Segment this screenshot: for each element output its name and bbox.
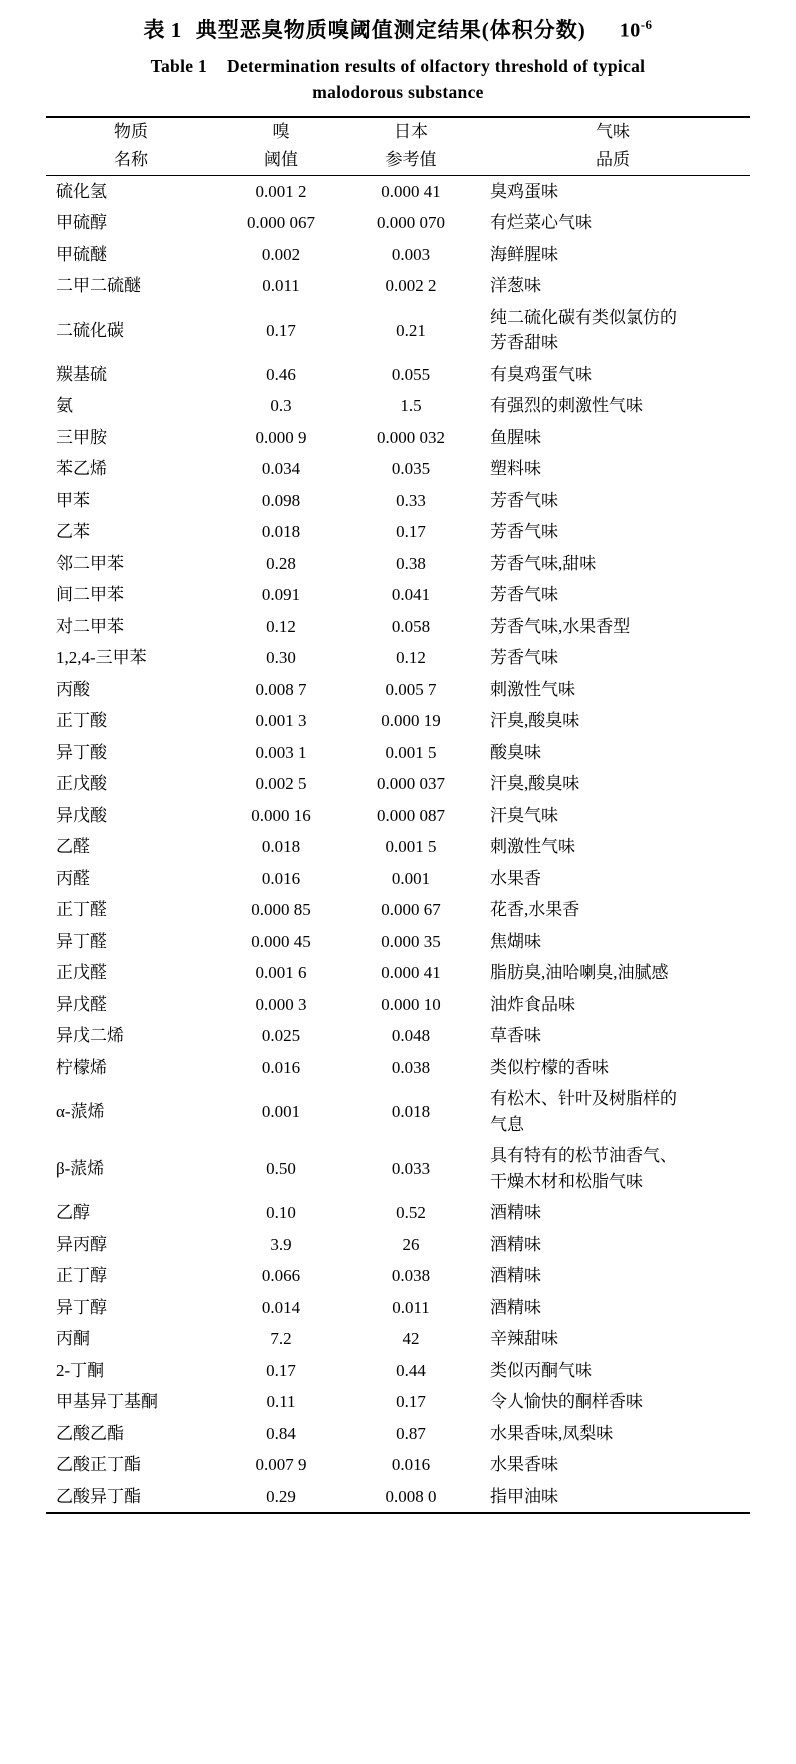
table-row [46,768,750,800]
cell-substance-name: β-蒎烯 [56,1159,105,1179]
cell-olfactory-threshold: 0.091 [261,585,301,605]
cell-substance-name: 异丁醇 [56,1297,107,1317]
cell-olfactory-threshold: 0.098 [261,490,301,510]
cell-odor-quality [476,1481,750,1514]
cell-substance-name: 氨 [56,396,73,416]
table-row [46,611,750,643]
odor-quality-line: 草香味 [490,1026,541,1046]
table-row [46,705,750,737]
cell-olfactory-threshold: 0.11 [266,1392,296,1412]
cell-substance-name: 2-丁酮 [56,1360,105,1380]
cell-olfactory-threshold: 0.016 [261,1057,301,1077]
cell-odor-quality [476,926,750,958]
unit-exponent: -6 [640,17,653,33]
odor-quality-line: 汗臭气味 [490,805,558,825]
table-row [46,1418,750,1450]
table-row [46,863,750,895]
cell-odor-quality [476,579,750,611]
odor-quality-line: 令人愉快的酮样香味 [490,1392,643,1412]
cell-substance-name: 丙酮 [56,1329,90,1349]
table-row [46,642,750,674]
table-row [46,1260,750,1292]
table-row [46,1449,750,1481]
table-row [46,1386,750,1418]
cell-odor-quality [476,1260,750,1292]
cell-japan-reference: 0.001 5 [385,742,437,762]
cell-olfactory-threshold: 0.17 [266,320,296,340]
cell-odor-quality [476,1229,750,1261]
cell-substance-name: 乙酸乙酯 [56,1423,124,1443]
cell-odor-quality [476,957,750,989]
header-substance-line2: 名称 [114,150,148,170]
cell-olfactory-threshold: 0.000 9 [255,427,307,447]
table-row [46,989,750,1021]
cell-odor-quality [476,1449,750,1481]
cell-odor-quality [476,894,750,926]
cell-japan-reference: 42 [402,1329,420,1349]
table-header [46,117,750,176]
cell-olfactory-threshold: 0.000 3 [255,994,307,1014]
odor-quality-line: 焦煳味 [490,931,541,951]
cell-odor-quality [476,516,750,548]
header-japan-line2: 参考值 [385,150,437,170]
cell-olfactory-threshold: 0.002 5 [255,774,307,794]
cell-odor-quality [476,800,750,832]
cell-japan-reference: 0.058 [391,616,431,636]
odor-quality-line: 气息 [490,1114,524,1134]
table-title-en-line2: malodorous substance [312,82,484,103]
cell-odor-quality [476,207,750,239]
table-row [46,302,750,359]
cell-odor-quality [476,863,750,895]
cell-odor-quality [476,175,750,207]
cell-olfactory-threshold: 0.29 [266,1486,296,1506]
cell-odor-quality [476,1323,750,1355]
cell-japan-reference: 0.008 0 [385,1486,437,1506]
cell-substance-name: 异戊醛 [56,994,107,1014]
cell-japan-reference: 0.003 [391,244,431,264]
cell-substance-name: 正丁醛 [56,900,107,920]
cell-olfactory-threshold: 0.001 6 [255,963,307,983]
odor-quality-line: 脂肪臭,油哈喇臭,油腻感 [490,963,669,983]
cell-substance-name: 异丁醛 [56,931,107,951]
cell-olfactory-threshold: 0.001 [261,1102,301,1122]
cell-odor-quality [476,1355,750,1387]
cell-odor-quality [476,1052,750,1084]
odor-quality-line: 芳香气味 [490,648,558,668]
cell-japan-reference: 0.002 2 [385,276,437,296]
cell-substance-name: 甲硫醚 [56,244,107,264]
cell-odor-quality [476,1292,750,1324]
cell-olfactory-threshold: 0.002 [261,244,301,264]
cell-japan-reference: 0.21 [396,320,426,340]
odor-quality-line: 洋葱味 [490,276,541,296]
cell-substance-name: 异丁酸 [56,742,107,762]
cell-olfactory-threshold: 0.84 [266,1423,296,1443]
cell-substance-name: 异戊酸 [56,805,107,825]
cell-japan-reference: 0.016 [391,1455,431,1475]
table-row [46,453,750,485]
cell-olfactory-threshold: 0.001 3 [255,711,307,731]
table-container [46,116,750,1515]
cell-substance-name: 乙酸异丁酯 [56,1486,141,1506]
cell-japan-reference: 0.038 [391,1057,431,1077]
table-row [46,270,750,302]
odor-quality-line: 类似柠檬的香味 [490,1057,609,1077]
cell-japan-reference: 0.17 [396,522,426,542]
cell-odor-quality [476,674,750,706]
cell-substance-name: 1,2,4-三甲苯 [56,648,147,668]
cell-olfactory-threshold: 0.17 [266,1360,296,1380]
cell-olfactory-threshold: 0.30 [266,648,296,668]
cell-substance-name: 乙酸正丁酯 [56,1455,141,1475]
cell-olfactory-threshold: 0.000 45 [251,931,311,951]
cell-odor-quality [476,302,750,359]
cell-substance-name: 硫化氢 [56,181,107,201]
cell-olfactory-threshold: 0.018 [261,522,301,542]
cell-japan-reference: 0.000 10 [381,994,441,1014]
table-row [46,1052,750,1084]
odor-quality-line: 水果香味,凤梨味 [490,1423,614,1443]
table-row [46,1481,750,1514]
table-row [46,1292,750,1324]
odor-quality-line: 有松木、针叶及树脂样的 [490,1089,677,1109]
cell-olfactory-threshold: 0.001 2 [255,181,307,201]
cell-substance-name: 乙醇 [56,1203,90,1223]
cell-odor-quality [476,485,750,517]
odor-quality-line: 酸臭味 [490,742,541,762]
odor-quality-line: 辛辣甜味 [490,1329,558,1349]
cell-odor-quality [476,359,750,391]
table-row [46,1197,750,1229]
cell-olfactory-threshold: 0.50 [266,1159,296,1179]
odor-quality-line: 芳香气味,水果香型 [490,616,631,636]
cell-odor-quality [476,1197,750,1229]
table-row [46,422,750,454]
cell-olfactory-threshold: 0.3 [270,396,292,416]
cell-olfactory-threshold: 0.008 7 [255,679,307,699]
cell-substance-name: 柠檬烯 [56,1057,107,1077]
cell-japan-reference: 0.87 [396,1423,426,1443]
cell-odor-quality [476,737,750,769]
table-row [46,1323,750,1355]
table-row [46,957,750,989]
odor-quality-line: 鱼腥味 [490,427,541,447]
odor-quality-line: 汗臭,酸臭味 [490,711,580,731]
cell-substance-name: 异戊二烯 [56,1026,124,1046]
table-label-en: Table 1 [150,56,208,76]
odor-quality-line: 酒精味 [490,1297,541,1317]
cell-odor-quality [476,548,750,580]
cell-odor-quality [476,1020,750,1052]
cell-japan-reference: 0.048 [391,1026,431,1046]
cell-japan-reference: 0.038 [391,1266,431,1286]
cell-substance-name: 苯乙烯 [56,459,107,479]
cell-japan-reference: 0.018 [391,1102,431,1122]
odor-quality-line: 汗臭,酸臭味 [490,774,580,794]
header-threshold-line2: 阈值 [264,150,298,170]
table-row [46,1229,750,1261]
table-row [46,579,750,611]
cell-olfactory-threshold: 0.034 [261,459,301,479]
cell-japan-reference: 0.38 [396,553,426,573]
cell-odor-quality [476,270,750,302]
header-quality-line1: 气味 [596,121,630,141]
cell-odor-quality [476,1386,750,1418]
cell-olfactory-threshold: 7.2 [270,1329,292,1349]
cell-olfactory-threshold: 0.000 16 [251,805,311,825]
cell-substance-name: 甲基异丁基酮 [56,1392,158,1412]
cell-japan-reference: 0.000 41 [381,181,441,201]
cell-odor-quality [476,239,750,271]
table-row [46,1083,750,1140]
cell-olfactory-threshold: 0.016 [261,868,301,888]
cell-substance-name: 丙醛 [56,868,90,888]
cell-substance-name: α-蒎烯 [56,1102,105,1122]
unit-base: 10 [619,20,641,42]
cell-olfactory-threshold: 0.46 [266,364,296,384]
cell-japan-reference: 0.33 [396,490,426,510]
cell-olfactory-threshold: 0.007 9 [255,1455,307,1475]
header-substance-line1: 物质 [114,121,148,141]
odor-quality-line: 臭鸡蛋味 [490,181,558,201]
table-row [46,894,750,926]
cell-japan-reference: 0.000 032 [377,427,445,447]
cell-olfactory-threshold: 0.011 [262,276,300,296]
odor-quality-line: 酒精味 [490,1203,541,1223]
header-japan-line1: 日本 [394,121,428,141]
cell-japan-reference: 0.001 [391,868,431,888]
odor-quality-line: 刺激性气味 [490,679,575,699]
cell-substance-name: 间二甲苯 [56,585,124,605]
cell-odor-quality [476,705,750,737]
table-row [46,800,750,832]
odor-quality-line: 花香,水果香 [490,900,580,920]
cell-substance-name: 乙苯 [56,522,90,542]
olfactory-threshold-table [46,116,750,1515]
table-title-text: 典型恶臭物质嗅阈值测定结果(体积分数) [195,18,586,42]
cell-substance-name: 正丁酸 [56,711,107,731]
odor-quality-line: 酒精味 [490,1234,541,1254]
table-row [46,239,750,271]
cell-substance-name: 羰基硫 [56,364,107,384]
table-number: 表 1 [143,18,182,42]
odor-quality-line: 芳香气味 [490,490,558,510]
cell-japan-reference: 1.5 [400,396,422,416]
cell-odor-quality [476,831,750,863]
cell-japan-reference: 0.055 [391,364,431,384]
table-row [46,1020,750,1052]
odor-quality-line: 水果香味 [490,1455,558,1475]
odor-quality-line: 刺激性气味 [490,837,575,857]
table-body [46,175,750,1513]
table-header-row-1 [46,117,750,147]
odor-quality-line: 有强烈的刺激性气味 [490,396,643,416]
table-row [46,175,750,207]
cell-japan-reference: 0.000 037 [377,774,445,794]
table-row [46,737,750,769]
cell-olfactory-threshold: 0.000 85 [251,900,311,920]
cell-olfactory-threshold: 0.28 [266,553,296,573]
cell-olfactory-threshold: 0.10 [266,1203,296,1223]
cell-substance-name: 正戊醛 [56,963,107,983]
cell-japan-reference: 0.52 [396,1203,426,1223]
cell-japan-reference: 0.17 [396,1392,426,1412]
table-row [46,674,750,706]
odor-quality-line: 具有特有的松节油香气、 [490,1146,677,1166]
cell-odor-quality [476,390,750,422]
cell-substance-name: 二甲二硫醚 [56,276,141,296]
table-row [46,1355,750,1387]
cell-odor-quality [476,422,750,454]
cell-japan-reference: 0.12 [396,648,426,668]
table-row [46,548,750,580]
unit-annotation [620,17,653,43]
cell-japan-reference: 26 [402,1234,420,1254]
cell-odor-quality [476,1140,750,1197]
cell-olfactory-threshold: 0.003 1 [255,742,307,762]
cell-substance-name: 丙酸 [56,679,90,699]
table-row [46,485,750,517]
table-title-english [46,53,750,106]
table-row [46,359,750,391]
cell-japan-reference: 0.033 [391,1159,431,1179]
cell-substance-name: 三甲胺 [56,427,107,447]
table-row [46,831,750,863]
cell-substance-name: 甲硫醇 [56,213,107,233]
odor-quality-line: 芳香甜味 [490,333,558,353]
odor-quality-line: 指甲油味 [490,1486,558,1506]
cell-substance-name: 邻二甲苯 [56,553,124,573]
cell-substance-name: 正戊酸 [56,774,107,794]
odor-quality-line: 芳香气味,甜味 [490,553,597,573]
cell-japan-reference: 0.000 087 [377,805,445,825]
cell-japan-reference: 0.001 5 [385,837,437,857]
odor-quality-line: 塑料味 [490,459,541,479]
odor-quality-line: 干燥木材和松脂气味 [490,1171,643,1191]
cell-japan-reference: 0.000 19 [381,711,441,731]
cell-odor-quality [476,611,750,643]
cell-olfactory-threshold: 0.018 [261,837,301,857]
odor-quality-line: 水果香 [490,868,541,888]
table-row [46,207,750,239]
cell-japan-reference: 0.035 [391,459,431,479]
cell-substance-name: 正丁醇 [56,1266,107,1286]
header-threshold-line1: 嗅 [272,121,290,141]
cell-odor-quality [476,768,750,800]
table-title-en-line1: Determination results of olfactory threshold of typical [227,56,646,76]
cell-olfactory-threshold: 0.014 [261,1297,301,1317]
table-row [46,390,750,422]
cell-odor-quality [476,1083,750,1140]
cell-substance-name: 乙醛 [56,837,90,857]
cell-olfactory-threshold: 0.025 [261,1026,301,1046]
cell-substance-name: 甲苯 [56,490,90,510]
cell-olfactory-threshold: 0.066 [261,1266,301,1286]
cell-olfactory-threshold: 0.12 [266,616,296,636]
table-row [46,926,750,958]
odor-quality-line: 有臭鸡蛋气味 [490,364,592,384]
cell-substance-name: 对二甲苯 [56,616,124,636]
cell-odor-quality [476,642,750,674]
cell-substance-name: 二硫化碳 [56,320,124,340]
cell-japan-reference: 0.005 7 [385,679,437,699]
cell-olfactory-threshold: 0.000 067 [247,213,315,233]
cell-odor-quality [476,453,750,485]
cell-japan-reference: 0.011 [392,1297,430,1317]
odor-quality-line: 酒精味 [490,1266,541,1286]
cell-odor-quality [476,1418,750,1450]
cell-olfactory-threshold: 3.9 [270,1234,292,1254]
cell-japan-reference: 0.000 070 [377,213,445,233]
cell-japan-reference: 0.44 [396,1360,426,1380]
cell-japan-reference: 0.000 35 [381,931,441,951]
cell-japan-reference: 0.041 [391,585,431,605]
odor-quality-line: 有烂菜心气味 [490,213,592,233]
table-row [46,516,750,548]
odor-quality-line: 类似丙酮气味 [490,1360,592,1380]
odor-quality-line: 芳香气味 [490,522,558,542]
table-row [46,1140,750,1197]
odor-quality-line: 纯二硫化碳有类似氯仿的 [490,307,677,327]
odor-quality-line: 芳香气味 [490,585,558,605]
header-quality-line2: 品质 [596,150,630,170]
cell-substance-name: 异丙醇 [56,1234,107,1254]
table-header-row-2 [46,146,750,175]
cell-japan-reference: 0.000 41 [381,963,441,983]
cell-japan-reference: 0.000 67 [381,900,441,920]
odor-quality-line: 油炸食品味 [490,994,575,1014]
odor-quality-line: 海鲜腥味 [490,244,558,264]
table-title-chinese [46,14,750,44]
cell-odor-quality [476,989,750,1021]
